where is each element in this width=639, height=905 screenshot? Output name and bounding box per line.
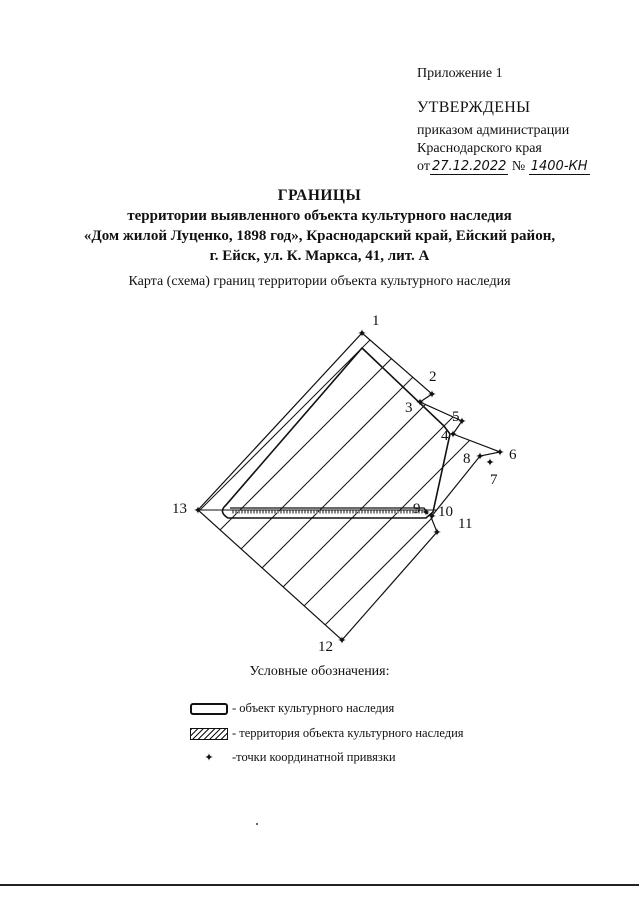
map-caption: Карта (схема) границ территории объекта культурного наследия — [128, 274, 511, 289]
appendix-label: Приложение 1 — [417, 66, 503, 81]
point-marker: ✦ — [357, 328, 367, 340]
point-label: 5 — [452, 409, 460, 425]
legend-item-territory — [190, 726, 464, 741]
point-13 — [172, 501, 203, 517]
title-line-1: ГРАНИЦЫ — [277, 187, 362, 204]
order-line-2: Краснодарского края — [417, 141, 542, 156]
legend-item-label: -точки координатной привязки — [232, 750, 396, 764]
point-marker: ✦ — [475, 451, 485, 463]
title-line-3: «Дом жилой Луценко, 1898 год», Краснодарский край, Ейский район, — [83, 228, 556, 244]
point-marker: ✦ — [457, 416, 467, 428]
point-marker: ✦ — [337, 635, 347, 647]
point-4 — [441, 428, 458, 444]
point-3 — [405, 397, 425, 416]
point-marker: ✦ — [193, 505, 203, 517]
point-marker: ✦ — [448, 429, 458, 441]
legend-item-points — [190, 750, 396, 765]
coordinate-points — [172, 313, 517, 655]
order-number: 1400-КН — [530, 159, 588, 174]
point-label: 10 — [438, 504, 453, 520]
order-date: 27.12.2022 — [431, 159, 507, 174]
object-outline-swatch — [190, 703, 228, 715]
point-label: 13 — [172, 501, 187, 517]
point-label: 8 — [463, 451, 471, 467]
point-label: 6 — [509, 447, 517, 463]
point-label: 7 — [490, 472, 498, 488]
point-label: 9 — [413, 501, 421, 517]
point-marker-icon: ✦ — [204, 752, 214, 764]
point-10 — [427, 504, 453, 523]
territory-hatching — [90, 290, 560, 760]
date-prefix: от — [417, 159, 430, 174]
number-prefix: № — [511, 159, 526, 174]
point-label: 2 — [429, 369, 437, 385]
point-7 — [485, 457, 498, 488]
point-marker: ✦ — [421, 507, 431, 519]
point-label: 1 — [372, 313, 380, 329]
point-label: 12 — [318, 639, 333, 655]
point-marker: ✦ — [427, 511, 437, 523]
title-line-2: территории выявленного объекта культурного наследия — [127, 208, 512, 224]
point-marker: ✦ — [427, 389, 437, 401]
point-5 — [452, 409, 467, 428]
point-label: 11 — [458, 516, 473, 532]
legend-item-label: - территория объекта культурного наследия — [232, 726, 464, 740]
page-bottom-rule — [0, 884, 639, 886]
scan-speck — [256, 823, 258, 825]
point-marker: ✦ — [432, 527, 442, 539]
territory-hatch-swatch — [190, 728, 228, 740]
point-marker: ✦ — [485, 457, 495, 469]
point-12 — [318, 635, 347, 655]
order-line-1: приказом администрации — [417, 123, 570, 138]
point-label: 3 — [405, 400, 413, 416]
title-line-4: г. Ейск, ул. К. Маркса, 41, лит. А — [209, 248, 430, 264]
legend-item-object — [190, 701, 394, 716]
approved-heading: УТВЕРЖДЕНЫ — [417, 99, 531, 116]
point-1 — [357, 313, 379, 340]
legend-item-label: - объект культурного наследия — [232, 701, 395, 715]
point-6 — [495, 447, 517, 463]
point-2 — [427, 369, 436, 401]
legend-title: Условные обозначения: — [249, 664, 390, 679]
territory-boundary — [198, 333, 500, 640]
point-marker: ✦ — [495, 447, 505, 459]
point-label: 4 — [441, 428, 449, 444]
point-marker: ✦ — [415, 397, 425, 409]
